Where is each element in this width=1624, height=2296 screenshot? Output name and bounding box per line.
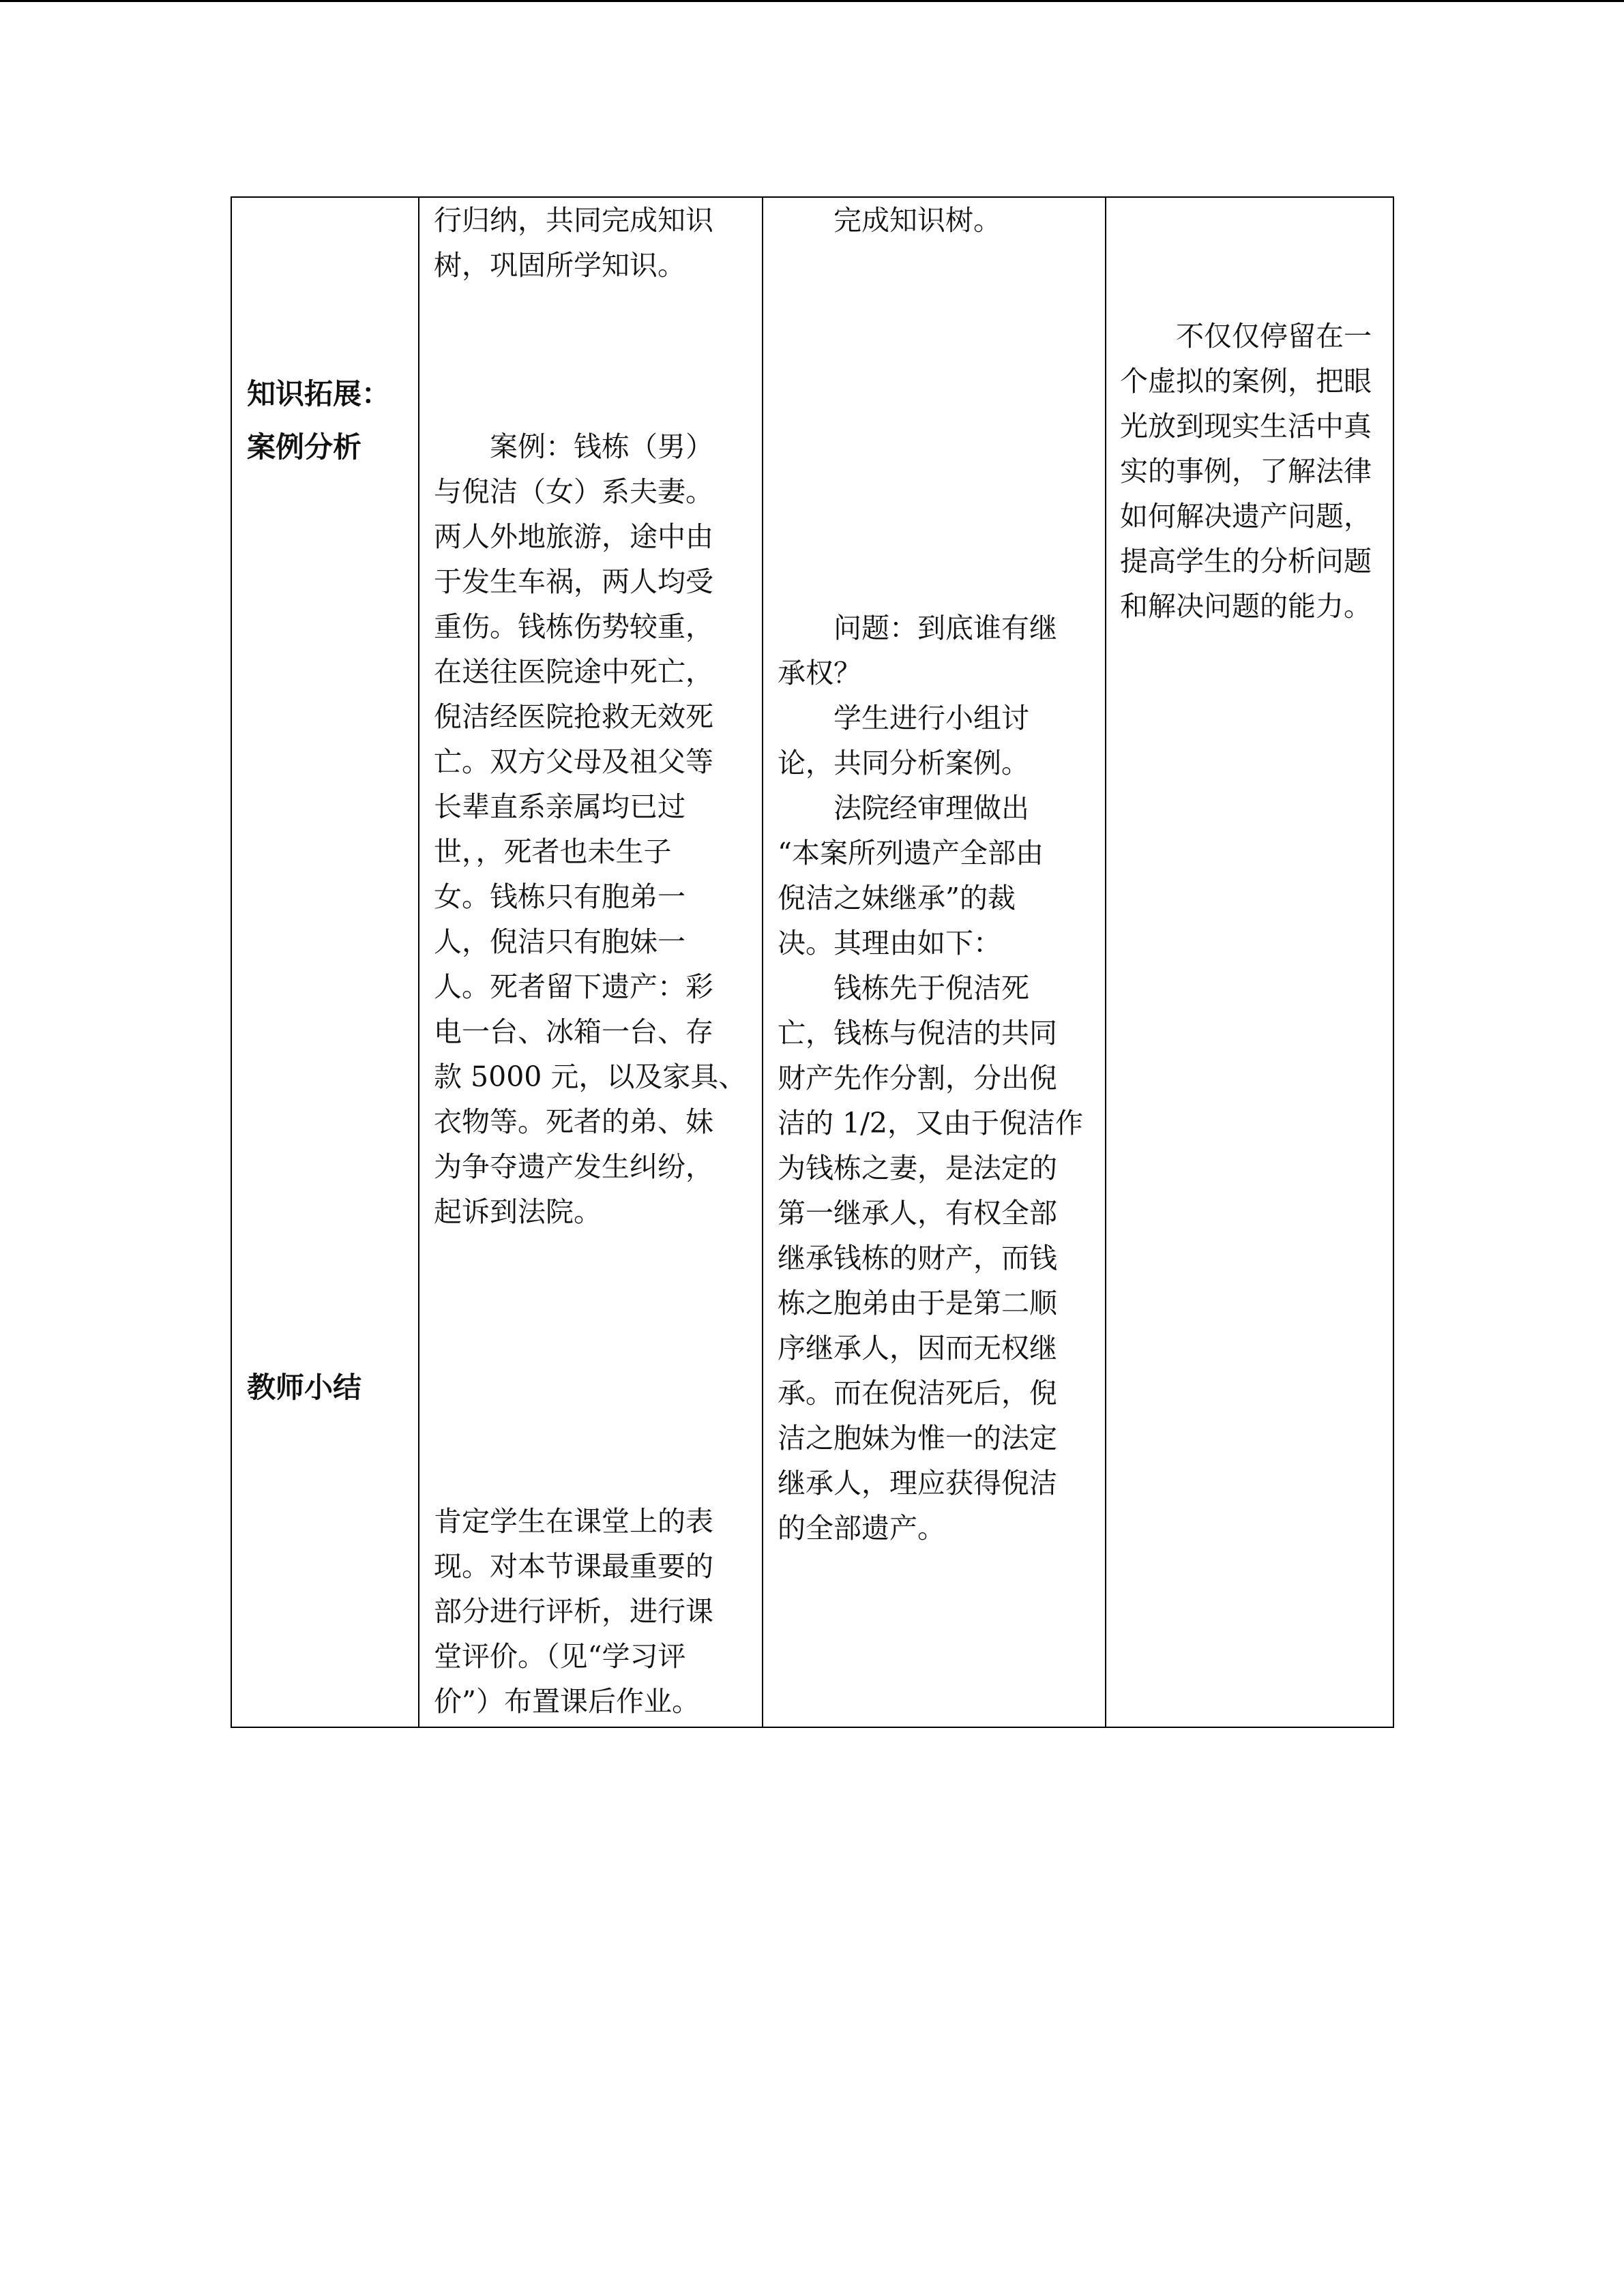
text-line: 重伤。钱栋伤势较重， [434, 610, 713, 643]
text-line: 继承钱栋的财产，而钱 [778, 1242, 1057, 1274]
text-line: 两人外地旅游，途中由 [434, 520, 713, 553]
text-line: 不仅仅停留在一 [1120, 320, 1372, 353]
text-line: 与倪洁（女）系夫妻。 [434, 475, 713, 508]
text-line: 案例：钱栋（男） [434, 430, 713, 463]
label-case-analysis: 案例分析 [247, 430, 362, 464]
text-line: 洁的 1/2，又由于倪洁作 [778, 1107, 1084, 1139]
text-line: 堂评价。（见“学习评 [434, 1640, 686, 1673]
lesson-table [231, 196, 1394, 1728]
text-line: 价”）布置课后作业。 [434, 1685, 700, 1718]
column-divider-2 [762, 198, 763, 1727]
text-line: 法院经审理做出 [778, 792, 1029, 824]
text-line: 洁之胞妹为惟一的法定 [778, 1422, 1057, 1455]
text-line: 肯定学生在课堂上的表 [434, 1505, 713, 1538]
text-line: 财产先作分割，分出倪 [778, 1062, 1057, 1094]
text-line: 在送往医院途中死亡， [434, 655, 713, 688]
text-line: 亡。双方父母及祖父等 [434, 745, 713, 778]
design-intent-text [1120, 314, 1372, 629]
text-line: 树，巩固所学知识。 [434, 249, 685, 282]
text-line: 实的事例，了解法律 [1120, 455, 1372, 488]
text-line: 提高学生的分析问题 [1120, 545, 1372, 578]
label-knowledge-extension: 知识拓展： [247, 377, 391, 411]
text-line: 栋之胞弟由于是第二顺 [778, 1287, 1057, 1320]
text-line: 衣物等。死者的弟、妹 [434, 1105, 713, 1138]
text-line: 的全部遗产。 [778, 1512, 945, 1545]
student-top-text [778, 198, 1001, 243]
column-divider-1 [418, 198, 419, 1727]
text-line: 钱栋先于倪洁死 [778, 972, 1029, 1004]
text-line: 论，共同分析案例。 [778, 747, 1029, 779]
column-divider-3 [1105, 198, 1106, 1727]
text-line: 如何解决遗产问题， [1120, 500, 1372, 533]
student-analysis-text [778, 606, 1083, 1551]
text-line: 为钱栋之妻，是法定的 [778, 1152, 1057, 1184]
text-line: 决。其理由如下： [778, 927, 1001, 959]
text-line: 人。死者留下遗产：彩 [434, 970, 713, 1003]
text-line: 完成知识树。 [778, 204, 1001, 237]
text-line: 光放到现实生活中真 [1120, 410, 1372, 443]
text-line: 倪洁经医院抢救无效死 [434, 700, 713, 733]
text-line: 倪洁之妹继承”的裁 [778, 882, 1016, 914]
text-line: 于发生车祸，两人均受 [434, 565, 713, 598]
text-line: 世，，死者也未生子 [434, 835, 672, 868]
text-line: 款 5000 元，以及家具、 [434, 1060, 747, 1093]
case-description [434, 424, 746, 1234]
label-teacher-summary: 教师小结 [247, 1371, 362, 1404]
text-line: 承。而在倪洁死后，倪 [778, 1377, 1057, 1410]
text-line: 长辈直系亲属均已过 [434, 790, 685, 823]
text-line: 人，倪洁只有胞妹一 [434, 925, 685, 958]
teacher-summary-text [434, 1499, 713, 1724]
text-line: 部分进行评析，进行课 [434, 1595, 713, 1628]
text-line: 继承人，理应获得倪洁 [778, 1467, 1057, 1500]
text-line: 问题：到底谁有继 [778, 612, 1057, 644]
text-line: 和解决问题的能力。 [1120, 590, 1372, 623]
text-line: 行归纳，共同完成知识 [434, 204, 713, 237]
text-line: 起诉到法院。 [434, 1195, 602, 1228]
text-line: 电一台、冰箱一台、存 [434, 1015, 713, 1048]
top-border-line [0, 0, 1624, 2]
text-line: 现。对本节课最重要的 [434, 1550, 713, 1583]
text-line: 承权？ [778, 657, 861, 689]
teacher-top-text [434, 198, 713, 288]
text-line: 为争夺遗产发生纠纷， [434, 1150, 713, 1183]
text-line: “本案所列遗产全部由 [778, 837, 1044, 869]
text-line: 亡，钱栋与倪洁的共同 [778, 1017, 1057, 1049]
text-line: 第一继承人，有权全部 [778, 1197, 1057, 1229]
text-line: 学生进行小组讨 [778, 702, 1029, 734]
text-line: 序继承人，因而无权继 [778, 1332, 1057, 1365]
text-line: 个虚拟的案例，把眼 [1120, 365, 1372, 398]
text-line: 女。钱栋只有胞弟一 [434, 880, 685, 913]
